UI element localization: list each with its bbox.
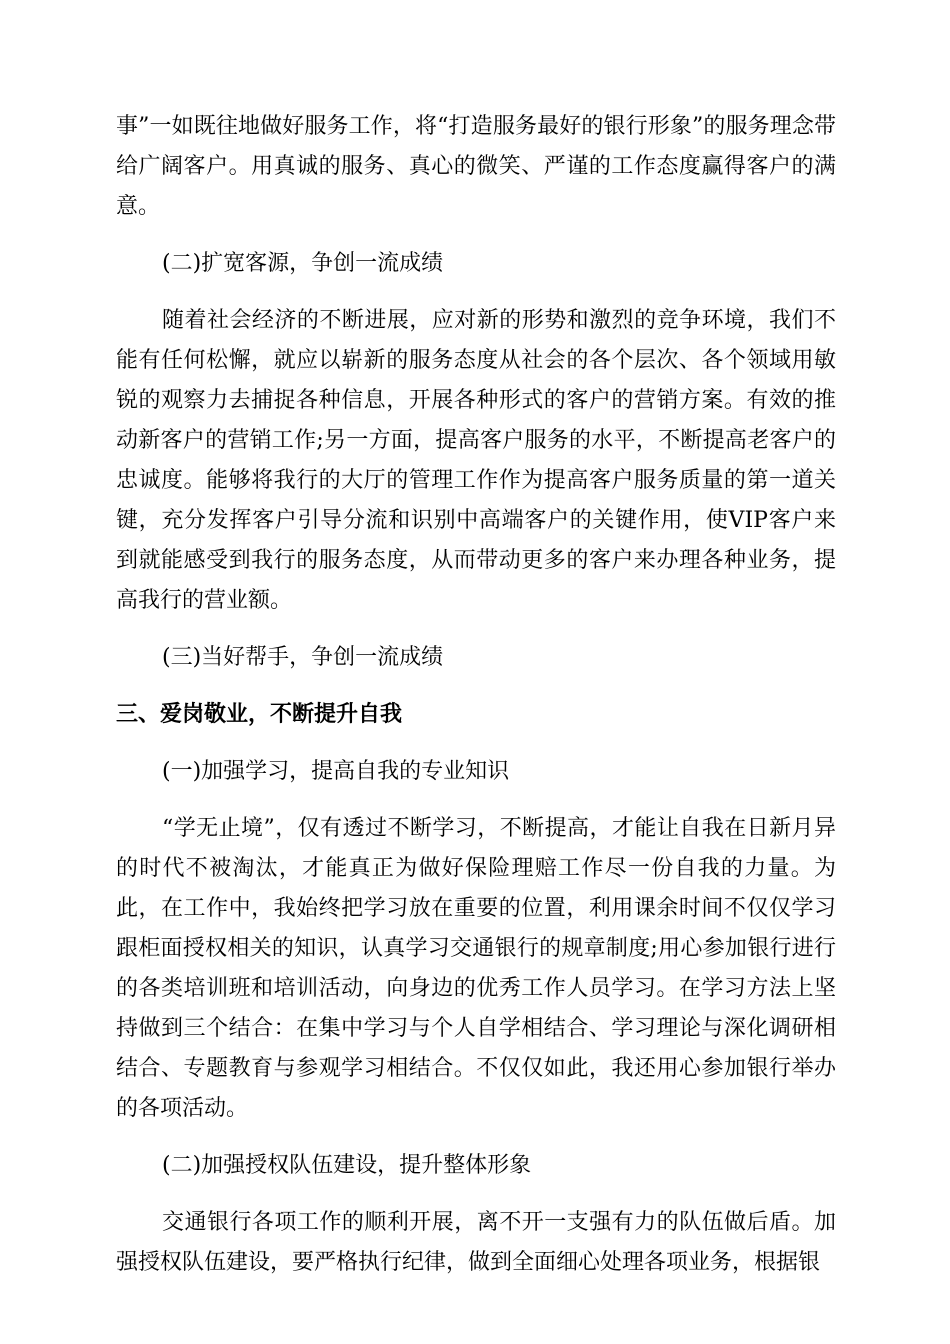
subheading-be-good-helper: (三)当好帮手，争创一流成绩 <box>162 645 444 670</box>
paragraph-continuous-learning: “学无止境”，仅有透过不断学习，不断提高，才能让自我在日新月异的时代不被淘汰，才能真正为做好保险理赔工作尽一份自我的力量。为此，在工作中，我始终把学习放在重要的位置，利用课余时间不仅仅学习跟柜面授权相关的知识，认真学习交通银行的规章制度;用心参加银行进行的各类培训班和培训活动，向身边的优秀工作人员学习。在学习方法上坚持做到三个结合：在集中学习与个人自学相结合、学习理论与深化调研相结合、专题教育与参观学习相结合。不仅仅如此，我还用心参加银行举办的各项活动。 <box>116 816 836 1121</box>
paragraph-team-building: 交通银行各项工作的顺利开展，离不开一支强有力的队伍做后盾。加强授权队伍建设，要严格执行纪律，做到全面细心处理各项业务，根据银 <box>116 1210 836 1275</box>
paragraph-marketing-efforts: 随着社会经济的不断进展，应对新的形势和激烈的竞争环境，我们不能有任何松懈，就应以崭新的服务态度从社会的各个层次、各个领域用敏锐的观察力去捕捉各种信息，开展各种形式的客户的营销方案。有效的推动新客户的营销工作;另一方面，提高客户服务的水平，不断提高老客户的忠诚度。能够将我行的大厅的管理工作作为提高客户服务质量的第一道关键，充分发挥客户引导分流和识别中高端客户的关键作用，使VIP客户来到就能感受到我行的服务态度，从而带动更多的客户来办理各种业务，提高我行的营业额。 <box>116 308 836 613</box>
document-page <box>116 107 836 1283</box>
subheading-strengthen-learning: (一)加强学习，提高自我的专业知识 <box>162 759 510 784</box>
paragraph-service-philosophy: 事”一如既往地做好服务工作，将“打造服务最好的银行形象”的服务理念带给广阔客户。用真诚的服务、真心的微笑、严谨的工作态度赢得客户的满意。 <box>116 114 836 219</box>
subheading-team-building: (二)加强授权队伍建设，提升整体形象 <box>162 1153 532 1178</box>
subheading-expand-customer-base: (二)扩宽客源，争创一流成绩 <box>162 251 444 276</box>
section-heading-dedication: 三、爱岗敬业，不断提升自我 <box>116 702 403 727</box>
